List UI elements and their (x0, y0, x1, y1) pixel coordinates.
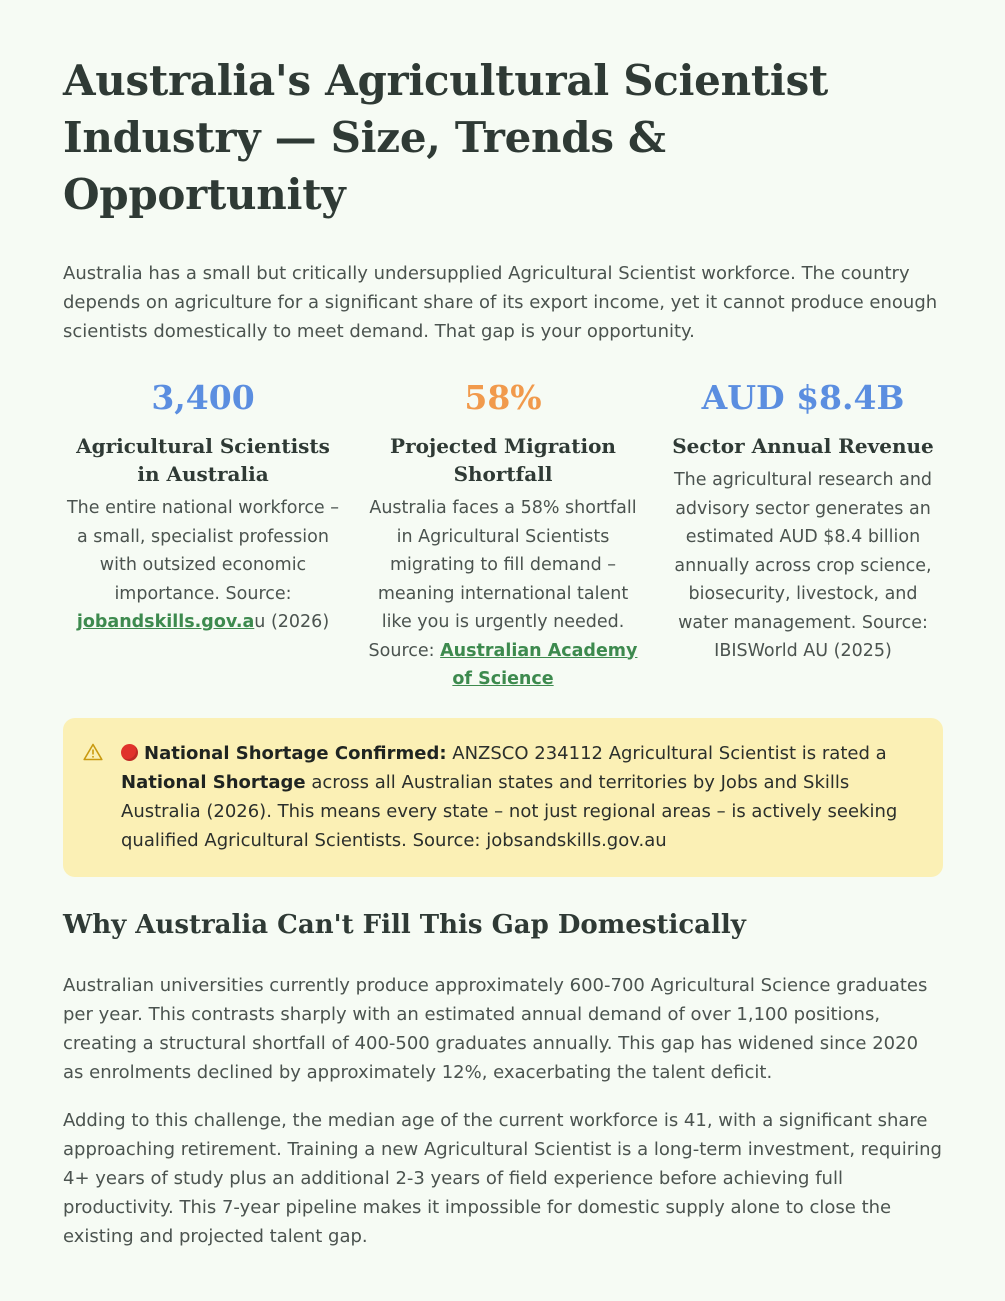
alert-text: ANZSCO 234112 Agricultural Scientist is rated a (446, 742, 887, 764)
stat-value: 3,400 (151, 378, 255, 417)
source-link-academy-of-science[interactable]: Australian Academy of Science (440, 640, 638, 689)
red-circle-icon (121, 744, 138, 761)
stat-workforce (63, 376, 343, 694)
stat-value: AUD $8.4B (701, 378, 905, 417)
alert-emphasis: National Shortage (121, 771, 306, 793)
stat-description (63, 494, 343, 637)
stat-description (363, 494, 643, 694)
section-paragraph: Adding to this challenge, the median age of the current workforce is 41, with a significant share approaching retirement. Training a new Agricultural Scientist is a long-term investment, requiring 4+ years of study plus an additional 2-3 years of field experience before achieving full productivity. This 7-year pipeline makes it impossible for domestic supply alone to close the existing and projected talent gap. (63, 1109, 942, 1247)
stat-description-tail: u (2026) (254, 612, 330, 632)
alert-heading: National Shortage Confirmed: (144, 742, 447, 764)
stat-description-text: Australia faces a 58% shortfall in Agricultural Scientists migrating to fill demand – meaning international talent like you is urgently needed. Source: (368, 498, 637, 661)
stat-description-text: The entire national workforce – a small, specialist profession with outsized economic importance. Source: (66, 498, 340, 604)
intro-paragraph: Australia has a small but critically undersupplied Agricultural Scientist workforce. The country depends on agriculture for a significant share of its export income, yet it cannot produce enough scientists domestically to meet demand. That gap is your opportunity. (63, 263, 938, 342)
stat-value: 58% (464, 378, 542, 417)
stat-sector-revenue (663, 376, 943, 694)
stat-migration-shortfall (363, 376, 643, 694)
shortage-alert-box (63, 718, 943, 877)
source-link-jobandskills[interactable]: jobandskills.gov.a (76, 612, 255, 632)
stat-description-text: The agricultural research and advisory sector generates an estimated AUD $8.4 billion annually across crop science, biosecurity, livestock, and water management. Source: IBISWorld AU (2025) (673, 470, 933, 661)
stat-label: Agricultural Scientists in Australia (76, 434, 330, 486)
alert-text-continued: across all Australian states and territories by Jobs and Skills Australia (2026). This means every state – not just regional areas – is actively seeking qualified Agricultural Scientists. Source: jobsandskills.gov.au (121, 771, 898, 851)
section-title: Why Australia Can't Fill This Gap Domestically (63, 909, 746, 940)
stat-label: Sector Annual Revenue (672, 434, 934, 458)
page-title: Australia's Agricultural Scientist Industry — Size, Trends & Opportunity (63, 56, 829, 219)
warning-icon (83, 743, 103, 761)
stat-description (663, 466, 943, 666)
section-paragraph: Australian universities currently produce approximately 600-700 Agricultural Science graduates per year. This contrasts sharply with an estimated annual demand of over 1,100 positions, creating a structural shortfall of 400-500 graduates annually. This gap has widened since 2020 as enrolments declined by approximately 12%, exacerbating the talent deficit. (63, 974, 928, 1083)
article (63, 52, 943, 1251)
stat-label: Projected Migration Shortfall (390, 434, 616, 486)
stats-row (63, 376, 943, 694)
